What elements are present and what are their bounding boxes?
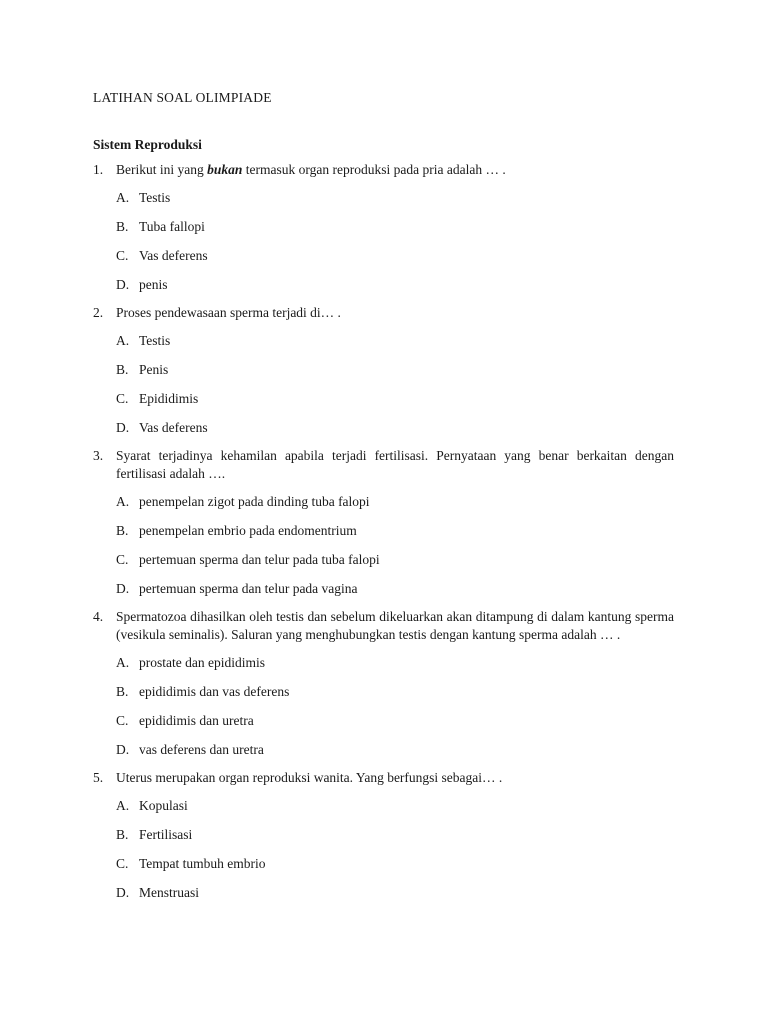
option-d [116, 883, 674, 903]
option-text: Testis [139, 333, 171, 348]
option-letter: D. [116, 742, 130, 757]
option-letter: B. [116, 362, 129, 377]
option-c [116, 389, 674, 409]
option-list [93, 653, 674, 760]
option-a [116, 188, 674, 208]
option-text: prostate dan epididimis [139, 655, 265, 670]
option-text: Menstruasi [139, 885, 199, 900]
option-letter: C. [116, 391, 129, 406]
question-5 [93, 769, 674, 903]
option-letter: A. [116, 190, 130, 205]
option-c [116, 711, 674, 731]
question-text: Proses pendewasaan sperma terjadi di… . [116, 305, 341, 320]
question-stem [93, 608, 674, 644]
option-c [116, 854, 674, 874]
option-text: Tempat tumbuh embrio [139, 856, 266, 871]
option-letter: A. [116, 798, 130, 813]
question-2 [93, 304, 674, 438]
option-d [116, 579, 674, 599]
option-letter: A. [116, 494, 130, 509]
option-text: Vas deferens [139, 420, 208, 435]
option-d [116, 740, 674, 760]
option-letter: D. [116, 581, 130, 596]
question-text: Spermatozoa dihasilkan oleh testis dan sebelum dikeluarkan akan ditampung di dalam kantung sperma (vesikula seminalis). Saluran yang menghubungkan testis dengan kantung sperma adalah … . [116, 609, 674, 642]
option-letter: D. [116, 277, 130, 292]
option-text: Vas deferens [139, 248, 208, 263]
option-list [93, 796, 674, 903]
option-a [116, 331, 674, 351]
question-4 [93, 608, 674, 760]
option-b [116, 682, 674, 702]
option-text: Epididimis [139, 391, 199, 406]
question-text-end: termasuk organ reproduksi pada pria adalah … . [242, 162, 506, 177]
option-a [116, 796, 674, 816]
option-b [116, 825, 674, 845]
option-letter: C. [116, 552, 129, 567]
option-a [116, 492, 674, 512]
option-a [116, 653, 674, 673]
question-text: Uterus merupakan organ reproduksi wanita. Yang berfungsi sebagai… . [116, 770, 503, 785]
emphasis-word: bukan [207, 162, 243, 177]
option-c [116, 550, 674, 570]
option-list [93, 492, 674, 599]
option-b [116, 360, 674, 380]
option-letter: A. [116, 655, 130, 670]
question-number: 2. [93, 305, 104, 320]
question-text [116, 161, 674, 179]
option-c [116, 246, 674, 266]
question-text-start: Berikut ini yang [116, 162, 208, 177]
option-text: Testis [139, 190, 171, 205]
option-text: Tuba fallopi [139, 219, 205, 234]
question-1 [93, 161, 674, 295]
document-page [93, 88, 674, 903]
option-text: vas deferens dan uretra [139, 742, 264, 757]
option-text: penempelan zigot pada dinding tuba falopi [139, 494, 370, 509]
section-title: Sistem Reproduksi [93, 137, 202, 152]
question-3 [93, 447, 674, 599]
question-stem [93, 447, 674, 483]
option-letter: B. [116, 827, 129, 842]
option-letter: C. [116, 856, 129, 871]
question-text: Syarat terjadinya kehamilan apabila terjadi fertilisasi. Pernyataan yang benar berkaitan dengan fertilisasi adalah …. [116, 448, 674, 481]
question-stem [93, 161, 674, 179]
option-text: pertemuan sperma dan telur pada tuba falopi [139, 552, 380, 567]
question-number: 4. [93, 609, 104, 624]
option-letter: B. [116, 219, 129, 234]
option-list [93, 188, 674, 295]
option-letter: A. [116, 333, 130, 348]
option-text: penis [139, 277, 168, 292]
option-list [93, 331, 674, 438]
option-letter: C. [116, 713, 129, 728]
document-title: LATIHAN SOAL OLIMPIADE [93, 90, 272, 105]
option-letter: D. [116, 885, 130, 900]
option-letter: B. [116, 523, 129, 538]
question-number: 5. [93, 770, 104, 785]
option-text: epididimis dan vas deferens [139, 684, 290, 699]
option-d [116, 275, 674, 295]
option-d [116, 418, 674, 438]
question-stem [93, 304, 674, 322]
question-number: 1. [93, 162, 104, 177]
option-letter: B. [116, 684, 129, 699]
option-text: Penis [139, 362, 169, 377]
option-text: epididimis dan uretra [139, 713, 254, 728]
option-letter: C. [116, 248, 129, 263]
question-number: 3. [93, 448, 104, 463]
option-text: Kopulasi [139, 798, 188, 813]
option-b [116, 521, 674, 541]
option-b [116, 217, 674, 237]
option-text: pertemuan sperma dan telur pada vagina [139, 581, 358, 596]
option-text: penempelan embrio pada endomentrium [139, 523, 357, 538]
option-letter: D. [116, 420, 130, 435]
option-text: Fertilisasi [139, 827, 193, 842]
question-stem [93, 769, 674, 787]
